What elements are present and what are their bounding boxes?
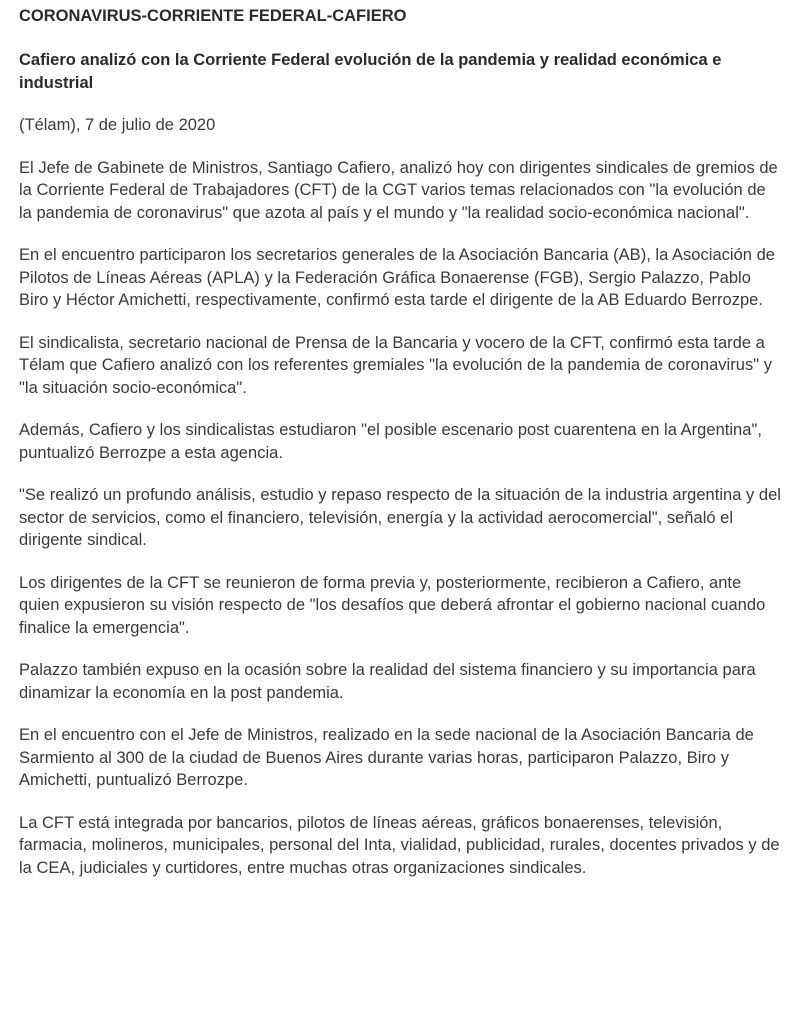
- article-paragraph: En el encuentro participaron los secretarios generales de la Asociación Bancaria (AB), la Asociación de Pilotos de Líneas Aéreas (APLA) y la Federación Gráfica Bonaerense (FGB), Sergio Palazzo, Pablo Biro y Héctor Amichetti, respectivamente, confirmó esta tarde el dirigente de la AB Eduardo Berrozpe.: [19, 246, 775, 309]
- article-headline: Cafiero analizó con la Corriente Federal evolución de la pandemia y realidad económica e industrial: [19, 51, 722, 92]
- article-paragraph: La CFT está integrada por bancarios, pilotos de líneas aéreas, gráficos bonaerenses, televisión, farmacia, molineros, municipales, personal del Inta, vialidad, publicidad, rurales, docentes privados y de la CEA, judiciales y curtidores, entre muchas otras organizaciones sindicales.: [19, 813, 780, 877]
- article-paragraph: "Se realizó un profundo análisis, estudio y repaso respecto de la situación de la industria argentina y del sector de servicios, como el financiero, televisión, energía y la actividad aerocomercial", señaló el dirigente sindical.: [19, 486, 781, 549]
- article-paragraph: En el encuentro con el Jefe de Ministros, realizado en la sede nacional de la Asociación Bancaria de Sarmiento al 300 de la ciudad de Buenos Aires durante varias horas, participaron Palazzo, Biro y Amichetti, puntualizó Berrozpe.: [19, 726, 754, 789]
- article-paragraph: Además, Cafiero y los sindicalistas estudiaron "el posible escenario post cuarentena en la Argentina", puntualizó Berrozpe a esta agencia.: [19, 421, 762, 462]
- article-paragraph: Palazzo también expuso en la ocasión sobre la realidad del sistema financiero y su importancia para dinamizar la economía en la post pandemia.: [19, 661, 756, 702]
- article-kicker: CORONAVIRUS-CORRIENTE FEDERAL-CAFIERO: [19, 7, 407, 25]
- article-paragraph: Los dirigentes de la CFT se reunieron de forma previa y, posteriormente, recibieron a Cafiero, ante quien expusieron su visión respecto de "los desafíos que deberá afrontar el gobierno nacional cuando finalice la emergencia".: [19, 573, 766, 637]
- article-dateline: (Télam), 7 de julio de 2020: [19, 116, 216, 134]
- article-paragraph: El sindicalista, secretario nacional de Prensa de la Bancaria y vocero de la CFT, confirmó esta tarde a Télam que Cafiero analizó con los referentes gremiales "la evolución de la pandemia de coronavirus" y "la situación socio-económica".: [19, 333, 772, 397]
- article: [19, 4, 781, 879]
- article-paragraph: El Jefe de Gabinete de Ministros, Santiago Cafiero, analizó hoy con dirigentes sindicales de gremios de la Corriente Federal de Trabajadores (CFT) de la CGT varios temas relacionados con "la evolución de la pandemia de coronavirus" que azota al país y el mundo y "la realidad socio-económica nacional".: [19, 158, 778, 222]
